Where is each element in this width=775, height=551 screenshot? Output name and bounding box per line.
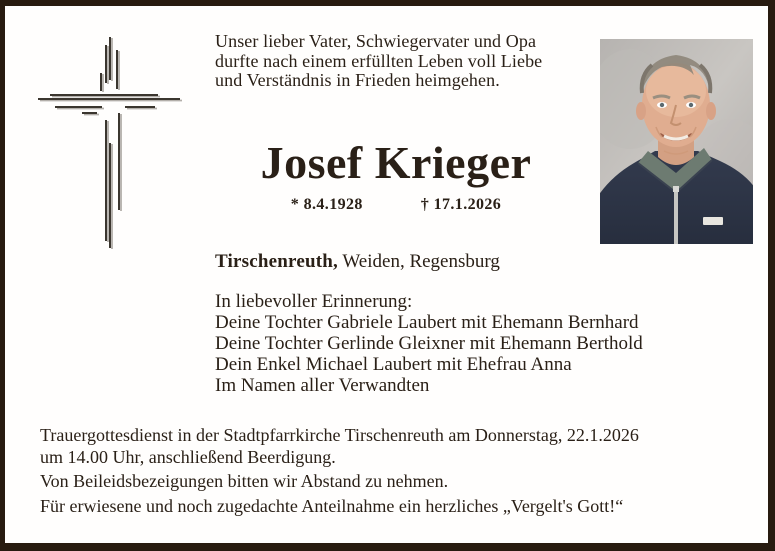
- death-date: † 17.1.2026: [420, 196, 502, 213]
- places-secondary: Weiden, Regensburg: [337, 251, 500, 272]
- mourner-line: Deine Tochter Gabriele Laubert mit Ehemann Bernhard: [215, 312, 639, 333]
- mourner-line: Im Namen aller Verwandten: [215, 375, 430, 396]
- mourner-line: Dein Enkel Michael Laubert mit Ehefrau Anna: [215, 354, 572, 375]
- birth-date: * 8.4.1928: [290, 196, 363, 213]
- memorial-card: [5, 6, 768, 543]
- portrait-photo: [600, 39, 753, 244]
- service-block: [40, 425, 758, 517]
- ear-right: [706, 102, 716, 120]
- intro-text: Unser lieber Vater, Schwiegervater und Opa durfte nach einem erfüllten Leben voll Liebe und Verständnis in Frieden heimgehen.: [215, 31, 543, 91]
- name-block: [210, 139, 582, 214]
- place-primary: Tirschenreuth,: [215, 251, 338, 272]
- remembrance-heading: In liebevoller Erinnerung:: [215, 291, 413, 312]
- mourner-line: Deine Tochter Gerlinde Gleixner mit Ehemann Berthold: [215, 333, 643, 354]
- thanks-line: Für erwiesene und noch zugedachte Anteilnahme ein herzliches „Vergelt's Gott!“: [40, 495, 624, 516]
- jacket-logo: [703, 217, 723, 225]
- service-line: um 14.00 Uhr, anschließend Beerdigung.: [40, 446, 336, 467]
- deceased-name: Josef Krieger: [260, 137, 532, 188]
- remembrance-block: [215, 291, 643, 396]
- condolence-line: Von Beileidsbezeigungen bitten wir Abstand zu nehmen.: [40, 471, 449, 491]
- ear-left: [636, 102, 646, 120]
- service-line: Trauergottesdienst in der Stadtpfarrkirche Tirschenreuth am Donnerstag, 22.1.2026: [40, 425, 639, 445]
- places-line: [215, 251, 500, 273]
- memorial-cross-icon: [30, 33, 190, 258]
- life-dates: [210, 196, 582, 214]
